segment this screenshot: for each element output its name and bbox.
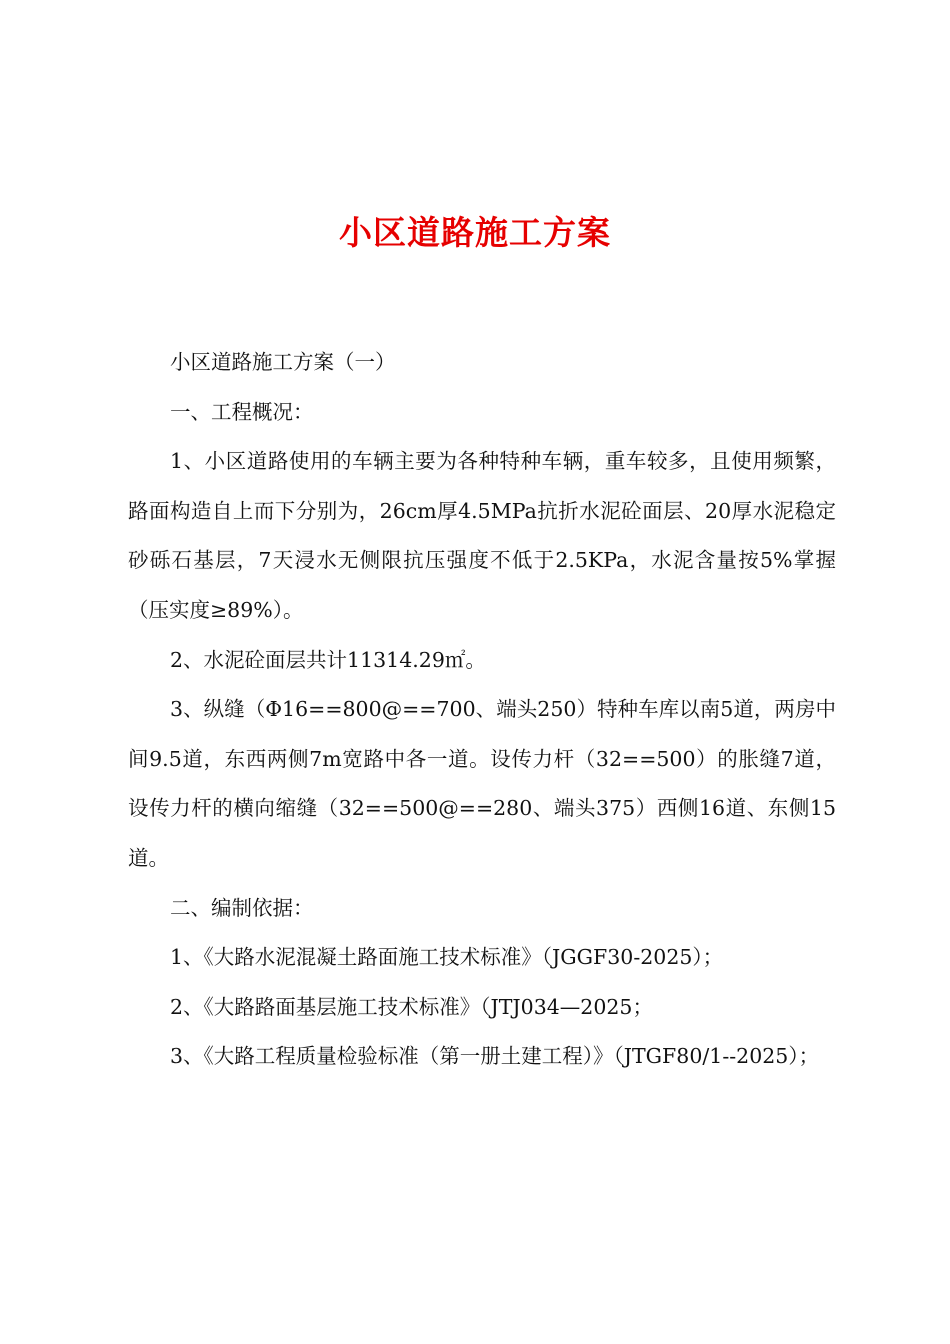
paragraph-overview-1: 1、小区道路使用的车辆主要为各种特种车辆，重车较多，且使用频繁，路面构造自上而下分别为，26cm厚4.5MPa抗折水泥砼面层、20厚水泥稳定砂砾石基层，7天浸水无侧限抗压强度不低于2.5KPa，水泥含量按5%掌握（压实度≥89%）。 <box>128 449 836 622</box>
paragraph-subtitle: 小区道路施工方案（一） <box>170 350 396 374</box>
paragraph-section-heading-2: 二、编制依据： <box>170 895 314 920</box>
document-body <box>128 338 836 1082</box>
document-title: 小区道路施工方案 <box>339 213 611 252</box>
paragraph-basis-2: 2、《大路路面基层施工技术标准》（JTJ034—2025； <box>170 994 653 1019</box>
paragraph-basis-3: 3、《大路工程质量检验标准（第一册土建工程）》（JTGF80/1--2025）； <box>170 1044 820 1069</box>
paragraph-section-heading-1: 一、工程概况： <box>170 399 314 424</box>
paragraph-overview-2: 2、水泥砼面层共计11314.29㎡。 <box>170 647 486 672</box>
paragraph-basis-1: 1、《大路水泥混凝土路面施工技术标准》（JGGF30-2025）； <box>170 945 724 970</box>
paragraph-overview-3: 3、纵缝（Φ16==800@==700、端头250）特种车库以南5道，两房中间9.5道，东西两侧7m宽路中各一道。设传力杆（32==500）的胀缝7道，设传力杆的横向缩缝（32==500@==280、端头375）西侧16道、东侧15道。 <box>128 697 836 870</box>
